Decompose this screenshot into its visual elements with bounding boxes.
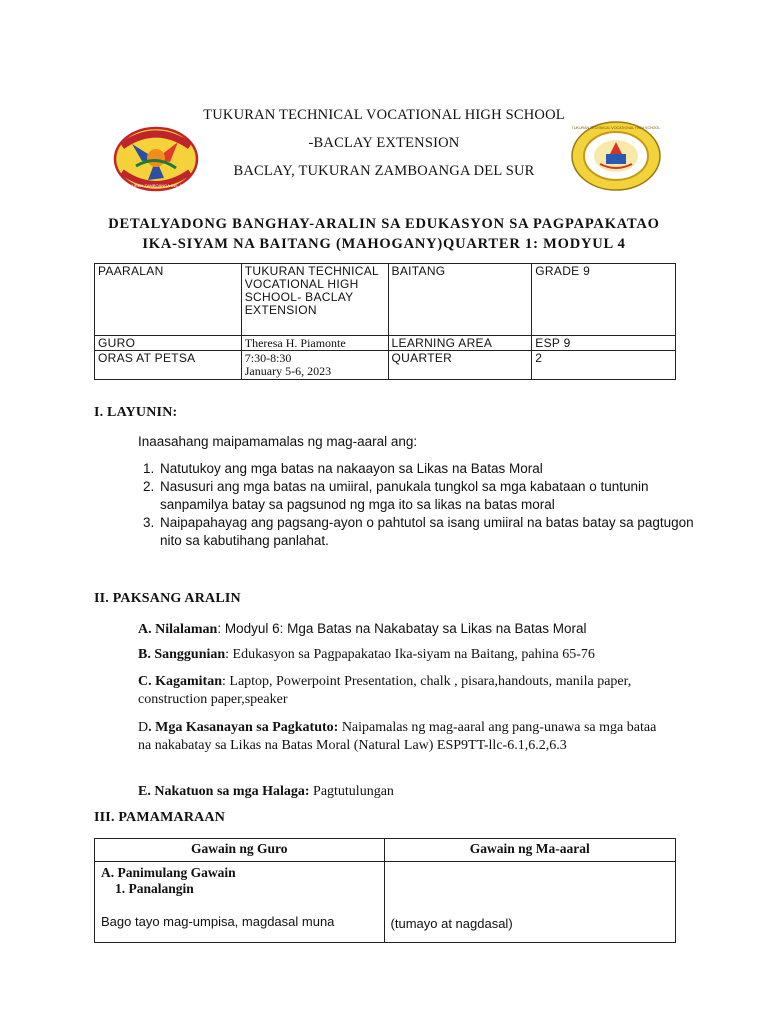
info-label: PAARALAN — [95, 264, 242, 336]
info-value — [241, 351, 388, 380]
info-time: 7:30-8:30 — [244, 351, 292, 365]
paksa-item-a — [138, 620, 678, 639]
paksa-e-label: E. Nakatuon sa mga Halaga: — [138, 784, 310, 799]
paksa-item-c — [138, 673, 658, 709]
paksa-item-b — [138, 646, 678, 664]
info-value: TUKURAN TECHNICAL VOCATIONAL HIGH SCHOOL- BACLAY EXTENSION — [241, 264, 388, 336]
info-label: ORAS AT PETSA — [95, 351, 242, 380]
info-label: GURO — [95, 336, 242, 351]
part-a-label: A. Panimulang Gawain — [101, 865, 236, 880]
info-row-paaralan — [95, 264, 676, 336]
section-heading-layunin: I. LAYUNIN: — [94, 405, 178, 420]
info-value: ESP 9 — [532, 336, 676, 351]
pamamaraan-header-row — [95, 839, 676, 862]
school-extension: -BACLAY EXTENSION — [308, 135, 460, 151]
paksa-a-label: A. Nilalaman — [138, 622, 218, 637]
paksa-item-e — [138, 783, 678, 801]
info-label: LEARNING AREA — [388, 336, 532, 351]
info-value: GRADE 9 — [532, 264, 676, 336]
paksa-d-label: . Mga Kasanayan sa Pagkatuto: — [148, 720, 339, 735]
column-header-guro: Gawain ng Guro — [95, 839, 385, 862]
guro-cell — [95, 862, 385, 943]
paksa-d-prefix: D — [138, 720, 149, 735]
info-table — [94, 263, 676, 380]
document-title-line1: DETALYADONG BANGHAY-ARALIN SA EDUKASYON SA PAGPAPAKATAO — [108, 216, 660, 232]
info-row-guro — [95, 336, 676, 351]
column-header-mag-aaral: Gawain ng Ma-aaral — [384, 839, 675, 862]
info-label: BAITANG — [388, 264, 532, 336]
paksa-item-d — [138, 719, 658, 755]
pamamaraan-table — [94, 838, 676, 943]
sub-item-panalangin: 1. Panalangin — [115, 881, 194, 896]
table-row — [95, 862, 676, 943]
section-heading-paksa: II. PAKSANG ARALIN — [94, 591, 241, 606]
guro-instruction: Bago tayo mag-umpisa, magdasal muna — [101, 914, 335, 929]
paksa-a-text: : Modyul 6: Mga Batas na Nakabatay sa Likas na Batas Moral — [217, 621, 587, 636]
paksa-b-label: B. Sanggunian — [138, 647, 226, 662]
layunin-intro: Inaasahang maipamamalas ng mag-aaral ang: — [138, 434, 418, 449]
student-response: (tumayo at nagdasal) — [390, 916, 513, 931]
paksa-b-text: : Edukasyon sa Pagpapakatao Ika-siyam na Baitang, pahina 65-76 — [225, 647, 595, 662]
list-item: 3. Naipapahayag ang pagsang-ayon o pahtutol sa isang umiiral na batas batay sa pagtugon nito sa kabutihang panlahat. — [158, 514, 698, 550]
document-title-line2: IKA-SIYAM NA BAITANG (MAHOGANY)QUARTER 1: MODYUL 4 — [142, 236, 626, 252]
school-address: BACLAY, TUKURAN ZAMBOANGA DEL SUR — [233, 163, 535, 179]
info-date: January 5-6, 2023 — [244, 364, 332, 378]
left-logo-text: TUKURAN ZAMBOANGA DEL SUR — [123, 183, 189, 188]
school-name: TUKURAN TECHNICAL VOCATIONAL HIGH SCHOOL — [203, 107, 565, 123]
paksa-c-text: : Laptop, Powerpoint Presentation, chalk , pisara,handouts, manila paper, construction paper,speaker — [138, 674, 632, 707]
info-label: QUARTER — [388, 351, 532, 380]
right-logo-text: TUKURAN TECHNICAL VOCATIONAL HIGH SCHOOL — [571, 126, 661, 130]
list-item: 1. Natutukoy ang mga batas na nakaayon sa Likas na Batas Moral — [158, 460, 698, 478]
right-logo — [570, 120, 662, 192]
info-row-oras — [95, 351, 676, 380]
paksa-d-text: Naipamalas ng mag-aaral ang pang-unawa sa mga bataa na nakabatay sa Likas na Batas Moral (Natural Law) ESP9TT-llc-6.1,6.2,6.3 — [138, 720, 657, 753]
layunin-list — [138, 460, 698, 550]
student-cell — [384, 862, 675, 943]
list-item: 2. Nasusuri ang mga batas na umiiral, panukala tungkol sa mga kabataan o tuntunin sanpamilya batay sa pagsunod ng mga ito sa likas na batas moral — [158, 478, 698, 514]
paksa-e-text: Pagtutulungan — [309, 784, 394, 799]
paksa-c-label: C. Kagamitan — [138, 674, 222, 689]
section-heading-pamamaraan: III. PAMAMARAAN — [94, 810, 226, 825]
info-value: 2 — [532, 351, 676, 380]
info-value: Theresa H. Piamonte — [241, 336, 388, 351]
